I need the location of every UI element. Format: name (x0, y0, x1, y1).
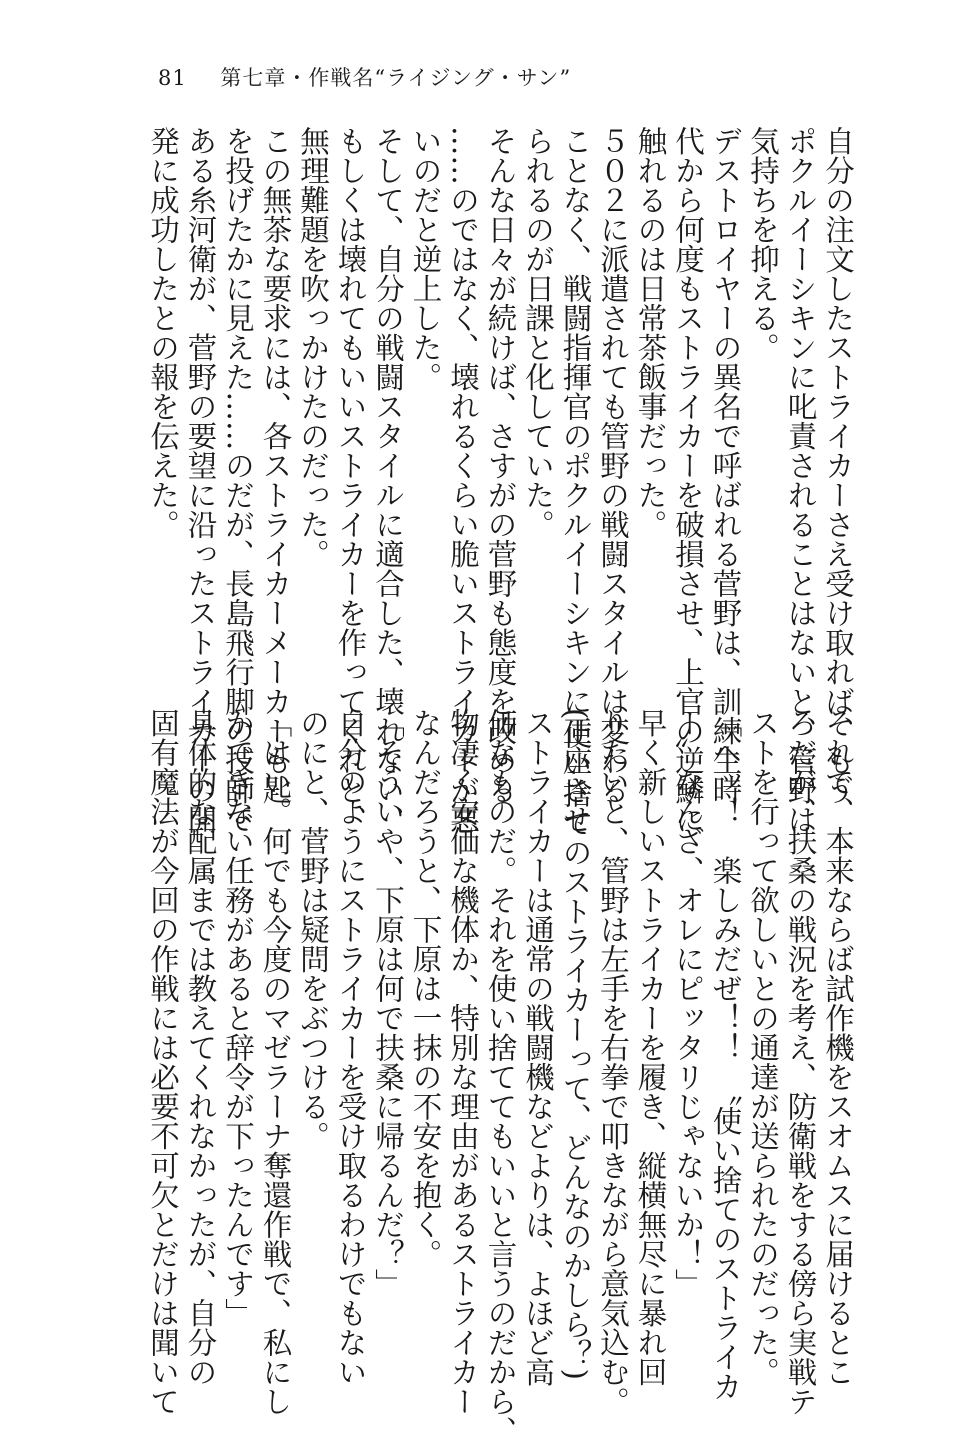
text-line: 具体的な配属までは教えてくれなかったが、自分の (183, 708, 218, 1387)
text-line: ことなく、戦闘指揮官のポクルイーシキンに正座させ (558, 126, 593, 834)
text-line: 早く新しいストライカーを履き、縦横無尽に暴れ回 (633, 708, 668, 1387)
text-line: のにと、菅野は疑問をぶつける。 (296, 708, 330, 1151)
chapter-title: 第七章・作戦名“ライジング・サン” (220, 66, 572, 90)
text-line: ポクルイーシキンに叱責されることはないと、管野は (783, 126, 818, 834)
text-line: ー〟なんざ、オレにピッタリじゃないか！」 (671, 708, 705, 1298)
upper-text-block (144, 126, 857, 834)
text-line: られるのが日課と化していた。 (521, 126, 555, 539)
text-line: もしくは壊れてもいいストライカーを作ってくれと、 (333, 126, 368, 834)
text-line: なんだろうと、下原は一抹の不安を抱く。 (408, 708, 443, 1269)
text-line: 固有魔法が今回の作戦には必要不可欠とだけは聞いて (146, 708, 180, 1416)
text-line: ストライカーは通常の戦闘機などよりは、よほど高 (521, 708, 555, 1387)
running-header (158, 62, 571, 92)
text-line: デストロイヤーの異名で呼ばれる菅野は、訓練生時 (708, 126, 743, 805)
text-line: りたいと、管野は左手を右拳で叩きながら意気込む。 (596, 708, 630, 1416)
text-line: ストを行って欲しいとの通達が送られたのだった。 (746, 708, 780, 1387)
text-line: 発に成功したとの報を伝えた。 (146, 126, 180, 539)
page-number: 81 (158, 66, 187, 90)
text-line: (使い捨てのストライカーって、どんなのかしら？) (558, 708, 593, 1381)
text-line: を投げたかに見えた……のだが、長島飛行脚の技師で (221, 126, 255, 834)
text-line: 価なものだ。それを使い捨ててもいいと言うのだから、 (483, 708, 518, 1446)
text-line: 「そういや、下原は何で扶桑に帰るんだ？」 (371, 708, 405, 1298)
lower-text-block (144, 708, 857, 1446)
text-line: 物凄く安価な機体か、特別な理由があるストライカー (446, 708, 480, 1416)
text-line: ……のではなく、壊れるくらい脆いストライカーが悪 (446, 126, 480, 834)
text-line: いのだと逆上した。 (408, 126, 443, 392)
text-line: ある糸河衛が、菅野の要望に沿ったストライカーの開 (183, 126, 218, 834)
text-line: ５０２に派遣されても管野の戦闘スタイルは変わる (596, 126, 630, 805)
text-line: 触れるのは日常茶飯事だった。 (633, 126, 668, 539)
text-line: かできない任務があると辞令が下ったんです」 (221, 708, 255, 1328)
text-line: 気持ちを抑える。 (746, 126, 780, 362)
text-line: そんな日々が続けば、さすがの菅野も態度を改める (483, 126, 518, 805)
text-line: 自分の注文したストライカーさえ受け取れば、もう (821, 126, 855, 805)
text-line: 「ヘッ！ 楽しみだぜ！！ 〝使い捨てのストライカ (708, 708, 743, 1402)
text-line: 無理難題を吹っかけたのだった。 (296, 126, 330, 569)
text-line: そして、自分の戦闘スタイルに適合した、壊れない、 (371, 126, 405, 834)
text-line: 代から何度もストライカーを破損させ、上官の逆鱗に (671, 126, 705, 834)
text-line: それで、本来ならば試作機をスオムスに届けるとこ (821, 708, 855, 1387)
text-line: この無茶な要求には、各ストライカーメーカーも匙 (258, 126, 293, 805)
text-line: 「はい。何でも今度のマゼラーナ奪還作戦で、私にし (258, 708, 293, 1416)
text-line: ろだが、扶桑の戦況を考え、防衛戦をする傍ら実戦テ (783, 708, 818, 1416)
text-line: 自分のようにストライカーを受け取るわけでもない (333, 708, 368, 1387)
